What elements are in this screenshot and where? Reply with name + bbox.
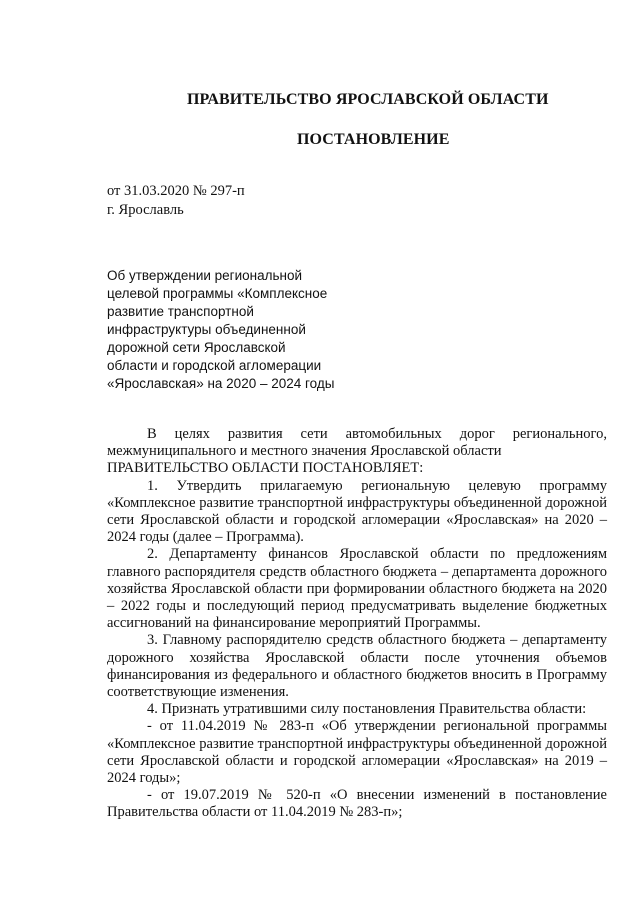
subject-line: Об утверждении региональной: [107, 268, 303, 283]
date-and-number: от 31.03.2020 № 297-п: [107, 183, 245, 199]
clause-4: 4. Признать утратившими силу постановления Правительства области:: [147, 701, 587, 718]
clause-3: 3. Главному распорядителю средств областного бюджета – департаменту дорожного хозяйства Ярославской области после уточнения объемов финансирования из федерального и областного бюджетов вносить в Программу соответствующие изменения.: [107, 632, 607, 701]
preamble-paragraph: В целях развития сети автомобильных дорог регионального, межмуниципального и местного значения Ярославской области: [107, 426, 607, 460]
resolution-statement: ПРАВИТЕЛЬСТВО ОБЛАСТИ ПОСТАНОВЛЯЕТ:: [107, 460, 424, 477]
subject-line: дорожной сети Ярославской: [107, 340, 286, 355]
city-of-issue: г. Ярославль: [107, 202, 184, 218]
document-type-title: ПОСТАНОВЛЕНИЕ: [297, 131, 450, 148]
subject-line: инфраструктуры объединенной: [107, 322, 306, 337]
clause-4-subitem-b: - от 19.07.2019 № 520-п «О внесении изменений в постановление Правительства области от 11.04.2019 № 283-п»;: [107, 787, 607, 821]
clause-2: 2. Департаменту финансов Ярославской области по предложениям главного распорядителя средств областного бюджета – департамента дорожного хозяйства Ярославской области при формировании областного бюджета на 2020 – 2022 годы и последующий период предусматривать выделение бюджетных ассигнований на финансирование мероприятий Программы.: [107, 546, 607, 632]
subject-line: целевой программы «Комплексное: [107, 286, 328, 301]
subject-line: области и городской агломерации: [107, 358, 322, 373]
subject-line: «Ярославская» на 2020 – 2024 годы: [107, 376, 335, 391]
issuing-authority-title: ПРАВИТЕЛЬСТВО ЯРОСЛАВСКОЙ ОБЛАСТИ: [187, 91, 549, 108]
clause-1: 1. Утвердить прилагаемую региональную целевую программу «Комплексное развитие транспортной инфраструктуры объединенной дорожной сети Ярославской области и городской агломерации «Ярославская» на 2020 – 2024 годы (далее – Программа).: [107, 477, 607, 546]
subject-line: развитие транспортной: [107, 304, 254, 319]
document-body: [107, 426, 607, 822]
clause-4-subitem-a: - от 11.04.2019 № 283-п «Об утверждении региональной программы «Комплексное развитие транспортной инфраструктуры объединенной дорожной сети Ярославской области и городской агломерации «Ярославская» на 2019 – 2024 годы»;: [107, 718, 607, 787]
document-subject: [107, 267, 357, 393]
